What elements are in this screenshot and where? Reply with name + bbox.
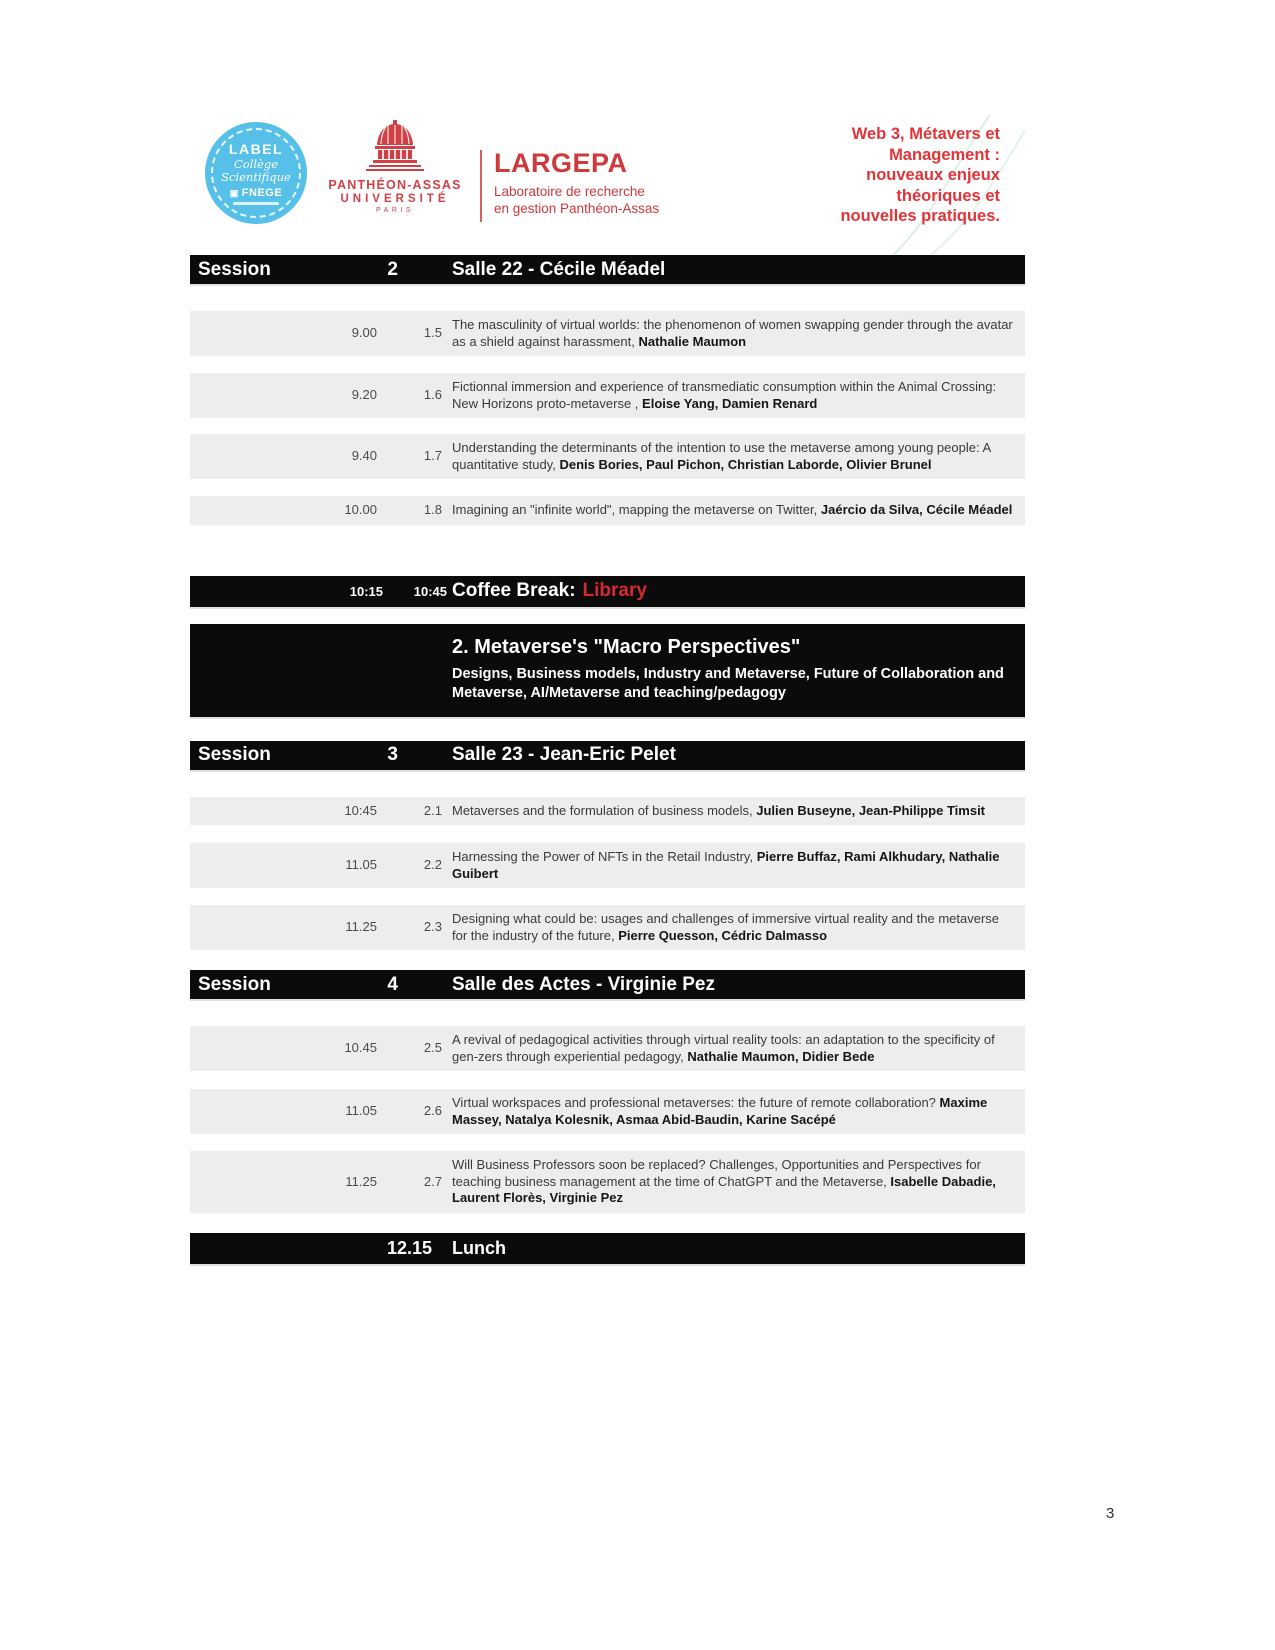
talk-id: 1.5 [423, 325, 442, 341]
talk-title: Understanding the determinants of the intention to use the metaverse among young people: A quantitative study, [452, 440, 991, 472]
session-number: 2 [387, 258, 398, 280]
talk-time: 10.45 [344, 1040, 377, 1056]
event-title-line: nouveaux enjeux [866, 166, 1000, 184]
talk-title: Imagining an "infinite world", mapping the metaverse on Twitter, [452, 502, 818, 517]
talk-text [452, 317, 1015, 350]
talk-row [190, 1089, 1025, 1134]
page-number: 3 [1106, 1505, 1115, 1522]
talk-title: The masculinity of virtual worlds: the phenomenon of women swapping gender through the avatar as a shield against harassment, [452, 317, 1013, 349]
talk-title: Fictionnal immersion and experience of transmediatic consumption within the Animal Crossing: New Horizons proto-metaverse , [452, 379, 997, 411]
largepa-description [494, 183, 659, 217]
section-2-header-block [190, 624, 1025, 717]
talk-row [190, 1026, 1025, 1071]
program-table [190, 255, 1025, 1264]
session-2-header [190, 255, 1025, 284]
session-label: Session [198, 973, 271, 995]
logo-divider [480, 150, 482, 222]
talk-title: Designing what could be: usages and challenges of immersive virtual reality and the metaverse for the industry of the future, [452, 911, 1000, 943]
talk-time: 11.05 [345, 857, 377, 873]
talk-row [190, 843, 1025, 888]
session-number: 3 [387, 744, 398, 765]
talk-text [452, 1095, 1015, 1128]
talk-id: 2.6 [423, 1103, 442, 1119]
session-number: 4 [387, 973, 398, 995]
talk-row [190, 311, 1025, 356]
lunch-time: 12.15 [386, 1237, 432, 1258]
talk-title: Will Business Professors soon be replaced? Challenges, Opportunities and Perspectives for teaching business management at the time of ChatGPT and the Metaverse, [452, 1157, 981, 1189]
talk-authors: Denis Bories, Paul Pichon, Christian Laborde, Olivier Brunel [559, 456, 932, 472]
talk-row [190, 905, 1025, 950]
talk-authors: Maxime Massey, Natalya Kolesnik, Asmaa Abid-Baudin, Karine Sacépé [452, 1095, 988, 1127]
section-title: 2. Metaverse's "Macro Perspectives" [452, 635, 801, 658]
badge-title: LABEL [228, 141, 284, 157]
badge-ring [211, 128, 301, 218]
badge-script-line2: Scientifique [221, 170, 291, 184]
talk-row [190, 373, 1025, 418]
talk-text [452, 803, 1015, 820]
section-subtitle: Designs, Business models, Industry and Metaverse, Future of Collaboration and Metaverse, AI/Metaverse and teaching/pedagogy [452, 665, 1004, 701]
talk-time: 11.25 [345, 1173, 377, 1189]
talk-row [190, 1151, 1025, 1213]
event-title-line: Web 3, Métavers et [851, 125, 1000, 143]
event-title-line: nouvelles pratiques. [840, 207, 1000, 225]
talk-text [452, 1157, 1015, 1207]
talk-text [452, 440, 1015, 473]
lunch-label: Lunch [452, 1237, 506, 1258]
coffee-break-location: Library [582, 580, 647, 601]
largepa-desc-line1: Laboratoire de recherche [494, 184, 645, 199]
session-label: Session [198, 744, 271, 765]
talk-text [452, 911, 1015, 944]
largepa-logo [494, 148, 659, 217]
talk-id: 2.7 [423, 1173, 442, 1189]
talk-id: 1.6 [423, 387, 442, 403]
talk-id: 1.7 [423, 448, 442, 464]
coffee-break-start-time: 10:15 [349, 583, 383, 599]
event-title [795, 124, 1000, 227]
coffee-break-end-time: 10:45 [413, 583, 447, 599]
talk-id: 2.2 [423, 857, 442, 873]
session-room: Salle des Actes - Virginie Pez [452, 973, 715, 995]
talk-id: 2.3 [423, 919, 442, 935]
lunch-bar [190, 1233, 1025, 1264]
talk-authors: Nathalie Maumon [638, 333, 747, 349]
talk-time: 10.00 [344, 502, 377, 517]
talk-title: Metaverses and the formulation of business models, [452, 802, 753, 818]
talk-text [452, 1032, 1015, 1065]
talk-time: 11.05 [345, 1103, 377, 1119]
talk-text [452, 379, 1015, 412]
talk-time: 9.00 [351, 325, 377, 341]
talk-authors: Julien Buseyne, Jean-Philippe Timsit [756, 802, 986, 818]
talk-id: 2.1 [423, 802, 442, 818]
session-3-header [190, 741, 1025, 770]
talk-row [190, 496, 1025, 525]
talk-authors: Jaércio da Silva, Cécile Méadel [820, 502, 1013, 517]
talk-authors: Pierre Quesson, Cédric Dalmasso [618, 927, 828, 943]
event-title-line: théoriques et [896, 186, 1000, 205]
talk-id: 1.8 [423, 502, 442, 517]
talk-title: Virtual workspaces and professional metaverses: the future of remote collaboration? [452, 1095, 936, 1110]
largepa-desc-line2: en gestion Panthéon-Assas [494, 201, 660, 216]
university-name-line2: UNIVERSITÉ [340, 193, 450, 205]
session-label: Session [198, 258, 271, 280]
talk-id: 2.5 [423, 1040, 442, 1056]
talk-authors: Nathalie Maumon, Didier Bede [687, 1048, 875, 1064]
talk-title: Harnessing the Power of NFTs in the Retail Industry, [452, 849, 754, 864]
talk-time: 9.40 [351, 448, 377, 464]
badge-script-line1: Collège [233, 157, 279, 171]
talk-text [452, 502, 1015, 519]
university-name-line1: PANTHÉON-ASSAS [328, 178, 462, 192]
fnege-label-badge [205, 122, 307, 224]
talk-text [452, 849, 1015, 882]
fnege-logo: ▣ FNEGE [230, 187, 282, 199]
session-room: Salle 23 - Jean-Eric Pelet [452, 744, 676, 765]
talk-time: 11.25 [345, 919, 377, 935]
university-name-line3: PARIS [376, 207, 414, 214]
session-room: Salle 22 - Cécile Méadel [452, 258, 666, 280]
talk-title: A revival of pedagogical activities through virtual reality tools: an adaptation to the specificity of gen-zers through experiential pedagogy, [452, 1032, 995, 1064]
talk-authors: Isabelle Dabadie, Laurent Florès, Virginie Pez [452, 1173, 996, 1205]
event-title-line: Management : [889, 145, 1000, 164]
talk-authors: Pierre Buffaz, Rami Alkhudary, Nathalie Guibert [452, 849, 1000, 881]
pantheon-dome-icon [364, 118, 426, 176]
session-4-header [190, 970, 1025, 999]
pantheon-assas-logo [322, 118, 468, 214]
coffee-break-bar [190, 576, 1025, 607]
talk-authors: Eloise Yang, Damien Renard [642, 395, 818, 411]
talk-time: 9.20 [351, 387, 377, 403]
talk-row [190, 434, 1025, 479]
talk-time: 10:45 [344, 802, 377, 818]
largepa-name: LARGEPA [494, 148, 628, 178]
coffee-break-label: Coffee Break: [452, 580, 576, 601]
talk-row [190, 797, 1025, 826]
